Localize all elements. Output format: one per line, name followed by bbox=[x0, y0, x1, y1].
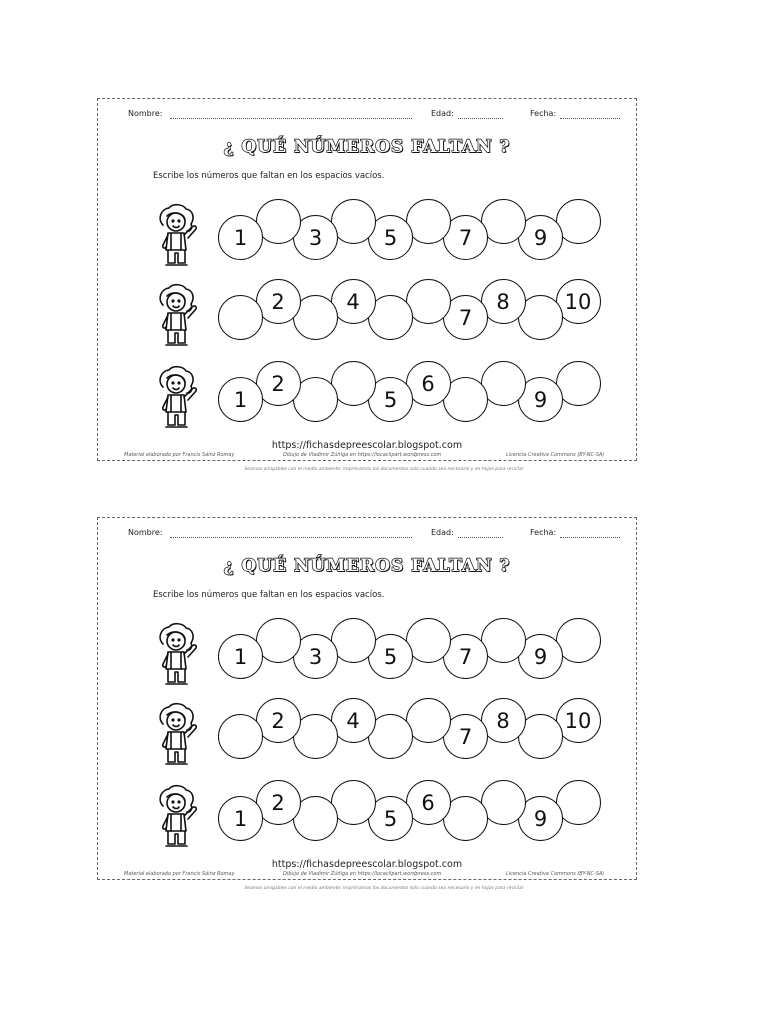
number-label: 1 bbox=[233, 225, 248, 250]
worksheet-title: ¿ QUÉ NÚMEROS FALTAN ? bbox=[223, 137, 511, 157]
number-label: 4 bbox=[346, 289, 360, 314]
number-label: 3 bbox=[308, 225, 323, 250]
number-label: 9 bbox=[533, 644, 548, 669]
credit-license: Licencia Creative Commons (BY-NC-SA) bbox=[506, 871, 605, 877]
blank-number-circle bbox=[218, 714, 263, 759]
number-label: 2 bbox=[271, 708, 285, 733]
number-label: 5 bbox=[383, 225, 398, 250]
number-label: 3 bbox=[308, 644, 323, 669]
number-label: 8 bbox=[496, 708, 510, 733]
number-label: 7 bbox=[458, 225, 473, 250]
number-label: 6 bbox=[421, 790, 435, 815]
number-label: 7 bbox=[458, 644, 473, 669]
blank-number-circle bbox=[218, 295, 263, 340]
number-row bbox=[98, 199, 636, 279]
number-row bbox=[98, 279, 636, 359]
number-circle bbox=[218, 634, 263, 679]
credit-drawing: Dibujo de Vladimir Zúñiga en https://locaclipart.wordpress.com bbox=[283, 452, 442, 458]
number-row bbox=[98, 780, 636, 860]
number-label: 2 bbox=[271, 371, 285, 396]
age-label: Edad: bbox=[431, 109, 454, 118]
instruction-text: Escribe los números que faltan en los espacios vacíos. bbox=[153, 590, 385, 600]
child-illustration bbox=[153, 622, 201, 690]
credit-author: Material elaborado por Francis Sáinz Romay bbox=[124, 871, 235, 877]
number-circle bbox=[218, 796, 263, 841]
credit-drawing: Dibujo de Vladimir Zúñiga en https://locaclipart.wordpress.com bbox=[283, 871, 442, 877]
number-label: 5 bbox=[383, 387, 398, 412]
credit-license: Licencia Creative Commons (BY-NC-SA) bbox=[506, 452, 605, 458]
child-illustration bbox=[153, 283, 201, 351]
date-field bbox=[560, 118, 620, 119]
footnote: Seamos amigables con el medio ambiente: imprimamos los documentos solo cuando sea necesario y en hojas para reciclar bbox=[244, 886, 524, 891]
website-url: https://fichasdepreescolar.blogspot.com bbox=[271, 440, 463, 451]
worksheet-title: ¿ QUÉ NÚMEROS FALTAN ? bbox=[223, 556, 511, 576]
number-label: 9 bbox=[533, 225, 548, 250]
date-label: Fecha: bbox=[530, 528, 557, 537]
number-circle bbox=[218, 377, 263, 422]
number-label: 7 bbox=[458, 305, 473, 330]
date-field bbox=[560, 537, 620, 538]
number-label: 1 bbox=[233, 806, 248, 831]
number-label: 2 bbox=[271, 289, 285, 314]
number-circle bbox=[218, 215, 263, 260]
number-row bbox=[98, 698, 636, 778]
instruction-text: Escribe los números que faltan en los espacios vacíos. bbox=[153, 171, 385, 181]
age-label: Edad: bbox=[431, 528, 454, 537]
number-label: 9 bbox=[533, 806, 548, 831]
number-label: 8 bbox=[496, 289, 510, 314]
credits bbox=[98, 452, 636, 461]
number-row bbox=[98, 361, 636, 441]
number-label: 7 bbox=[458, 724, 473, 749]
number-label: 6 bbox=[421, 371, 435, 396]
credit-author: Material elaborado por Francis Sáinz Romay bbox=[124, 452, 235, 458]
name-field bbox=[170, 118, 412, 119]
header-fields bbox=[98, 109, 636, 123]
name-label: Nombre: bbox=[128, 528, 163, 537]
number-label: 1 bbox=[233, 387, 248, 412]
child-illustration bbox=[153, 702, 201, 770]
name-label: Nombre: bbox=[128, 109, 163, 118]
name-field bbox=[170, 537, 412, 538]
credits bbox=[98, 871, 636, 880]
child-illustration bbox=[153, 784, 201, 852]
worksheet bbox=[97, 517, 637, 880]
number-label: 5 bbox=[383, 644, 398, 669]
number-label: 10 bbox=[564, 708, 592, 733]
number-label: 1 bbox=[233, 644, 248, 669]
age-field bbox=[458, 537, 503, 538]
number-label: 9 bbox=[533, 387, 548, 412]
number-row bbox=[98, 618, 636, 698]
age-field bbox=[458, 118, 503, 119]
number-label: 10 bbox=[564, 289, 592, 314]
date-label: Fecha: bbox=[530, 109, 557, 118]
number-label: 2 bbox=[271, 790, 285, 815]
number-label: 5 bbox=[383, 806, 398, 831]
website-url: https://fichasdepreescolar.blogspot.com bbox=[271, 859, 463, 870]
child-illustration bbox=[153, 365, 201, 433]
header-fields bbox=[98, 528, 636, 542]
number-label: 4 bbox=[346, 708, 360, 733]
worksheet bbox=[97, 98, 637, 461]
footnote: Seamos amigables con el medio ambiente: imprimamos los documentos solo cuando sea necesario y en hojas para reciclar bbox=[244, 467, 524, 472]
child-illustration bbox=[153, 203, 201, 271]
